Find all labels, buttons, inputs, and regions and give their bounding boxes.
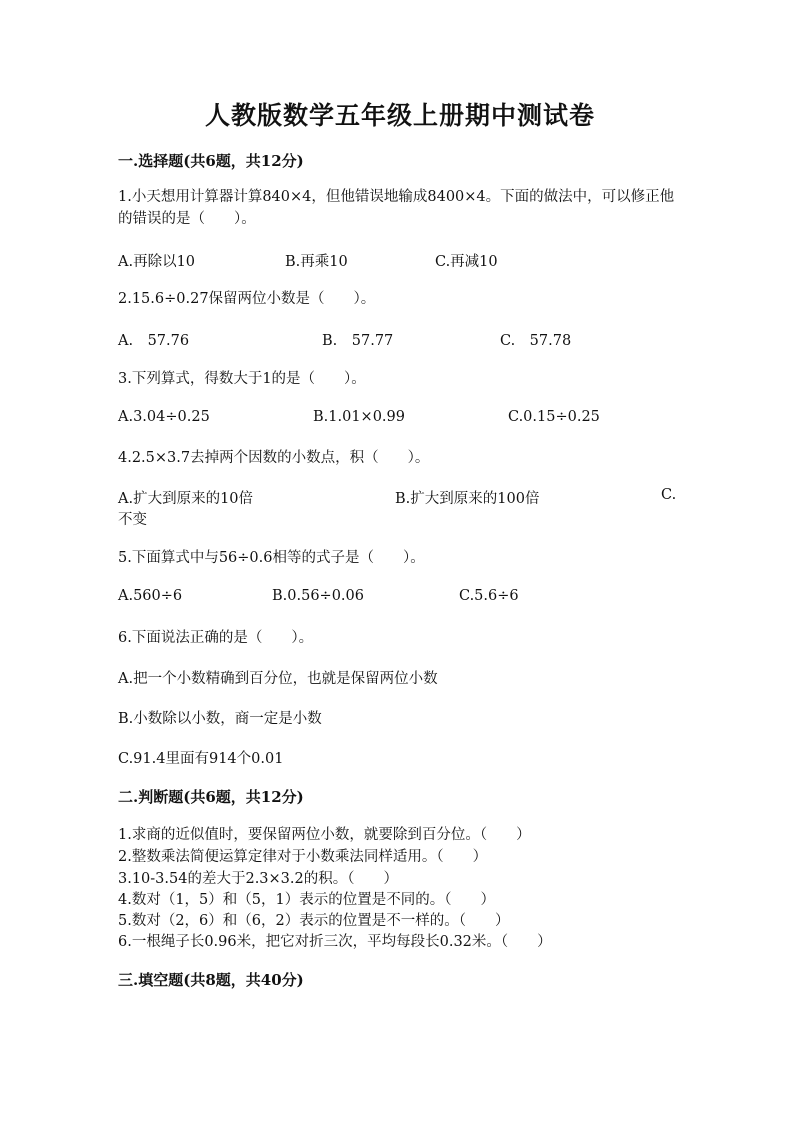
section-heading-judgement: 二.判断题(共6题，共12分) <box>118 788 304 806</box>
judgement-item-3: 3.10-3.54的差大于2.3×3.2的积。（ ） <box>118 871 398 887</box>
judgement-item-1: 1.求商的近似值时，要保留两位小数，就要除到百分位。（ ） <box>118 827 531 843</box>
question-4: 4.2.5×3.7去掉两个因数的小数点，积（ ）。 <box>118 450 430 466</box>
q6-option-a: A.把一个小数精确到百分位，也就是保留两位小数 <box>118 671 438 687</box>
judgement-item-6: 6.一根绳子长0.96米，把它对折三次，平均每段长0.32米。（ ） <box>118 934 552 950</box>
judgement-item-4: 4.数对（1，5）和（5，1）表示的位置是不同的。（ ） <box>118 892 495 908</box>
q2-option-a: A. 57.76 <box>118 333 190 349</box>
question-3: 3.下列算式，得数大于1的是（ ）。 <box>118 371 366 387</box>
q5-option-a: A.560÷6 <box>118 588 183 604</box>
question-2: 2.15.6÷0.27保留两位小数是（ ）。 <box>118 291 376 307</box>
q4-option-a: A.扩大到原来的10倍 <box>118 491 254 507</box>
q5-option-b: B.0.56÷0.06 <box>272 588 364 604</box>
q3-option-b: B.1.01×0.99 <box>313 409 405 425</box>
q2-option-b: B. 57.77 <box>322 333 394 349</box>
question-6: 6.下面说法正确的是（ ）。 <box>118 630 314 646</box>
q4-option-c-continued: 不变 <box>118 512 147 528</box>
q1-option-c: C.再减10 <box>435 254 498 270</box>
q5-option-c: C.5.6÷6 <box>459 588 519 604</box>
q4-option-b: B.扩大到原来的100倍 <box>395 491 540 507</box>
question-1: 1.小天想用计算器计算840×4，但他错误地输成8400×4。下面的做法中，可以修正他的错误的是（ ）。 <box>118 189 675 227</box>
q6-option-b: B.小数除以小数，商一定是小数 <box>118 711 322 727</box>
question-5: 5.下面算式中与56÷0.6相等的式子是（ ）。 <box>118 550 425 566</box>
page-title: 人教版数学五年级上册期中测试卷 <box>204 101 595 130</box>
section-heading-choice: 一.选择题(共6题，共12分) <box>118 152 304 170</box>
judgement-item-2: 2.整数乘法简便运算定律对于小数乘法同样适用。（ ） <box>118 849 488 865</box>
q3-option-c: C.0.15÷0.25 <box>508 409 600 425</box>
q3-option-a: A.3.04÷0.25 <box>118 409 210 425</box>
q4-option-c: C. <box>661 487 677 503</box>
section-heading-fill-in: 三.填空题(共8题，共40分) <box>118 971 304 989</box>
q1-option-b: B.再乘10 <box>285 254 348 270</box>
judgement-item-5: 5.数对（2，6）和（6，2）表示的位置是不一样的。（ ） <box>118 913 510 929</box>
q1-option-a: A.再除以10 <box>118 254 196 270</box>
q2-option-c: C. 57.78 <box>500 333 572 349</box>
q6-option-c: C.91.4里面有914个0.01 <box>118 751 284 767</box>
